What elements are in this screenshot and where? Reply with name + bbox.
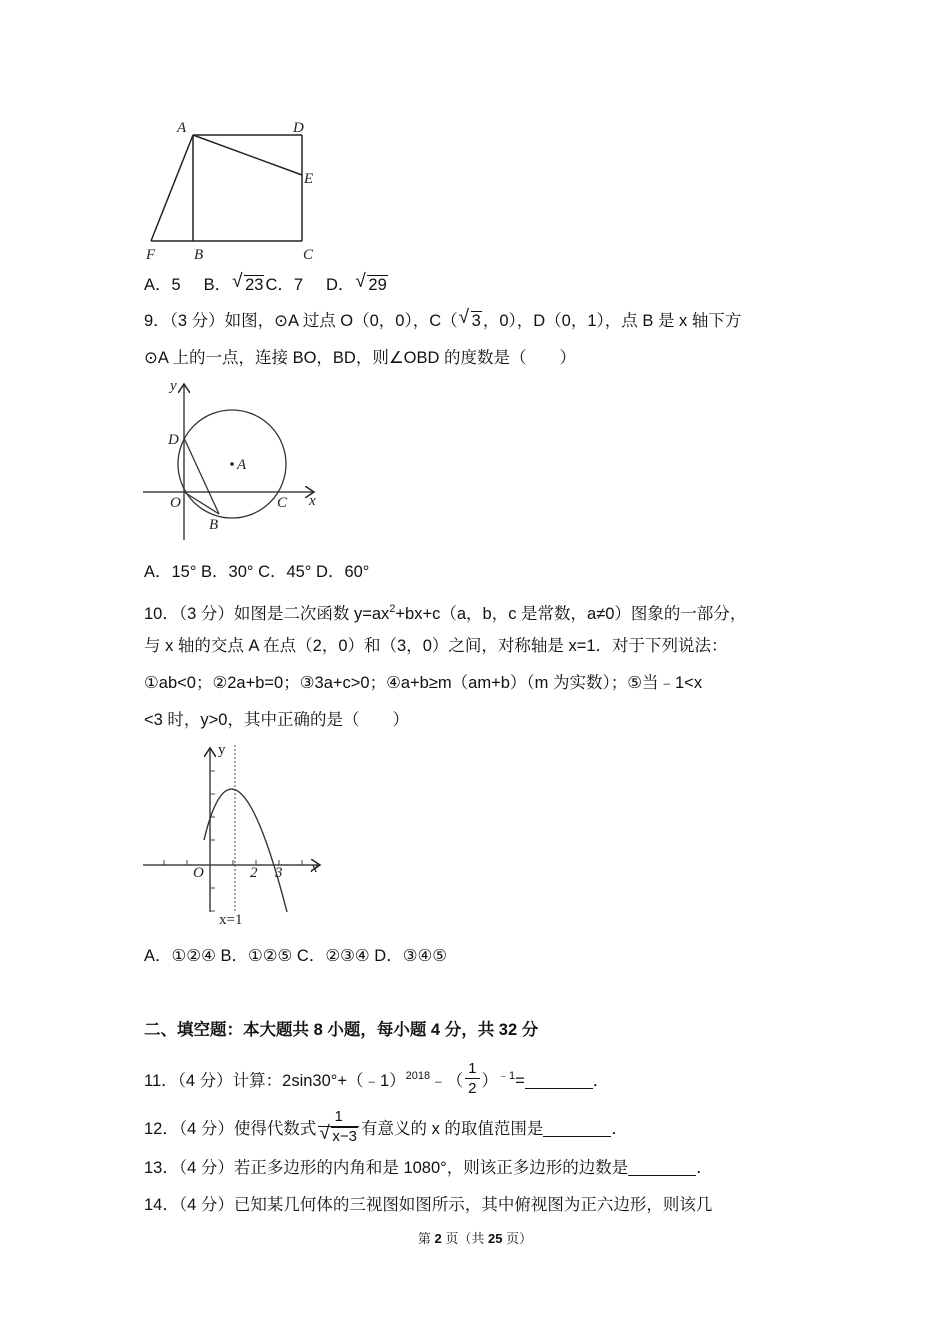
q10-stem-line3: ①ab<0；②2a+b=0；③3a+c>0；④a+b≥m（am+b）（m 为实数）；⑤当﹣1<x xyxy=(144,674,703,692)
q9-figure xyxy=(140,375,340,545)
svg-text:F: F xyxy=(146,247,156,263)
q10-stem-line4: <3 时，y>0，其中正确的是（ ） xyxy=(144,711,409,729)
q9-options: A．15° B．30° C．45° D．60° xyxy=(144,563,370,581)
svg-text:C: C xyxy=(277,495,288,511)
svg-text:E: E xyxy=(304,171,314,187)
q12: 12．（4 分）使得代数式 1 √ x−3 有意义的 x 的取值范围是 ． xyxy=(144,1108,628,1145)
svg-text:A: A xyxy=(177,120,187,136)
q13-answer-blank xyxy=(628,1159,696,1176)
svg-text:y: y xyxy=(218,742,226,758)
svg-text:O: O xyxy=(193,865,204,881)
q9-stem-line2: ⊙A 上的一点，连接 BO，BD，则∠OBD 的度数是（ ） xyxy=(144,349,576,367)
svg-text:x: x xyxy=(309,493,316,509)
svg-text:D: D xyxy=(293,120,304,136)
q8-option-c: C．7 xyxy=(265,276,304,294)
q9-stem-line1: 9．（3 分）如图，⊙A 过点 O（0，0），C（ √ 3 ，0），D（0，1），点 B 是 x 轴下方 xyxy=(144,307,742,330)
q14-stem-line1: 14．（4 分）已知某几何体的三视图如图所示，其中俯视图为正六边形，则该几 xyxy=(144,1196,713,1214)
svg-text:B: B xyxy=(194,247,204,263)
q10-figure xyxy=(140,740,340,930)
page-footer: 第 2 页（共 25 页） xyxy=(417,1231,533,1246)
q12-answer-blank xyxy=(543,1120,611,1137)
q10-options: A．①②④ B．①②⑤ C．②③④ D．③④⑤ xyxy=(144,947,448,965)
svg-text:D: D xyxy=(168,432,179,448)
q13: 13．（4 分）若正多边形的内角和是 1080°，则该正多边形的边数是 ． xyxy=(144,1159,713,1177)
svg-text:2: 2 xyxy=(250,865,258,881)
q8-figure xyxy=(140,115,330,265)
svg-text:x=1: x=1 xyxy=(219,912,243,928)
q8-option-d: D． √ 29 xyxy=(326,271,387,294)
svg-text:x: x xyxy=(311,860,318,876)
q8-option-a: A．5 xyxy=(144,276,181,294)
q10-stem-line1: 10．（3 分）如图是二次函数 $y=ax^2+bx+c(a$，b，c 是常数，a≠0）图象的一部分， xyxy=(144,603,747,623)
svg-text:B: B xyxy=(209,517,219,533)
q10-stem-line2: 与 x 轴的交点 A 在点（2，0）和（3，0）之间，对称轴是 x=1．对于下列说法： xyxy=(144,637,728,655)
svg-text:A: A xyxy=(237,457,247,473)
q11-answer-blank xyxy=(525,1072,593,1089)
svg-text:3: 3 xyxy=(275,865,283,881)
svg-text:O: O xyxy=(170,495,181,511)
svg-text:C: C xyxy=(303,247,314,263)
q8-option-b: B． √ 23 xyxy=(203,271,264,294)
q11: 11．（4 分）计算：2sin30°+（﹣1）$^{2018}$﹣（ $\frac{1}{2}$ ）$^{﹣1}$= ． xyxy=(144,1060,610,1097)
svg-text:y: y xyxy=(170,378,177,394)
section-2-heading: 二、填空题：本大题共 8 小题，每小题 4 分，共 32 分 xyxy=(144,1021,539,1039)
q8-options xyxy=(144,271,389,295)
